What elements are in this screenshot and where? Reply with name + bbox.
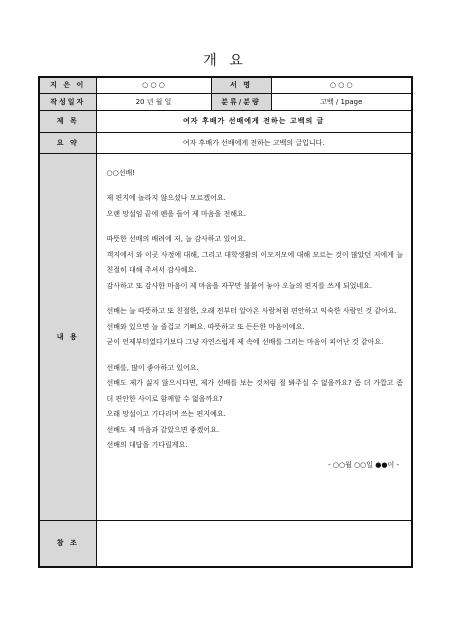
- letter-body: [96, 153, 412, 520]
- summary-label: 요 약: [39, 132, 96, 153]
- letter-line: 굳이 언제부터였다기보다 그냥 자연스럽게 제 속에 선배를 그리는 마음이 피어난 것 같아요.: [106, 338, 384, 346]
- summary-value: 여자 후배가 선배에게 전하는 고백의 글입니다.: [96, 132, 412, 153]
- author-value: ○ ○ ○: [96, 77, 211, 93]
- author-label: 지 은 이: [39, 77, 96, 93]
- date-value: 20 년 월 일: [96, 93, 211, 110]
- reference-label: 참 조: [39, 520, 96, 567]
- signature-value: ○ ○ ○: [271, 77, 412, 93]
- subject-label: 제 목: [39, 110, 96, 132]
- letter-signoff: - ○○월 ○○일 ●●이 -: [328, 460, 399, 469]
- letter-line: 선배도 제 마음과 같았으면 좋겠어요.: [106, 425, 220, 434]
- date-label: 작성일자: [39, 93, 96, 110]
- category-label: 분류/분량: [211, 93, 271, 110]
- letter-line: 오랜 망설임 끝에 펜을 들어 제 마음을 전해요.: [106, 209, 247, 218]
- letter-line: 선배를, 많이 좋아하고 있어요.: [106, 363, 199, 372]
- content-label: 내 용: [39, 153, 96, 520]
- letter-line: 객지에서 와 이곳 사정에 대해, 그리고 대학생활의 이모저모에 대해 모르는 것이 많았던 저에게 늘 친절히 대해 주셔서 감사해요.: [106, 250, 403, 274]
- reference-value: [96, 520, 412, 567]
- letter-line: 선배의 대답을 기다릴게요.: [106, 441, 188, 449]
- letter-line: 오래 망설이고 기다리며 쓰는 편지예요.: [106, 410, 226, 418]
- letter-line: 선배와 있으면 늘 즐겁고 기뻐요. 따뜻하고 또 든든한 마음이에요.: [106, 322, 305, 331]
- letter-line: 선배도 제가 싫지 않으시다면, 제가 선배를 보는 것처럼 절 봐주실 수 없을까요? 좀 더 가깝고 좀 더 편안한 사이로 함께할 수 없을까요?: [106, 379, 403, 403]
- letter-line: 감사하고 또 감사한 마음이 제 마음을 자꾸만 불붙어 놓아 오늘의 편지를 쓰게 되었네요.: [106, 281, 373, 290]
- category-value: 고백 / 1page: [271, 93, 412, 110]
- signature-label: 서 명: [211, 77, 271, 93]
- letter-line: 선배는 늘 따뜻하고 또 친절한, 오래 전부터 알아온 사람처럼 편안하고 익숙한 사람인 것 같아요.: [106, 307, 397, 315]
- letter-greeting: ○○선배!: [106, 168, 136, 177]
- letter-line: 따뜻한 선배의 배려에 저, 늘 감사하고 있어요.: [106, 235, 247, 243]
- subject-value: 여자 후배가 선배에게 전하는 고백의 글: [96, 110, 412, 132]
- letter-line: 제 편지에 놀라지 않으셨나 모르겠어요.: [106, 194, 226, 202]
- summary-form: [38, 76, 413, 568]
- document-title: 개 요: [203, 53, 247, 69]
